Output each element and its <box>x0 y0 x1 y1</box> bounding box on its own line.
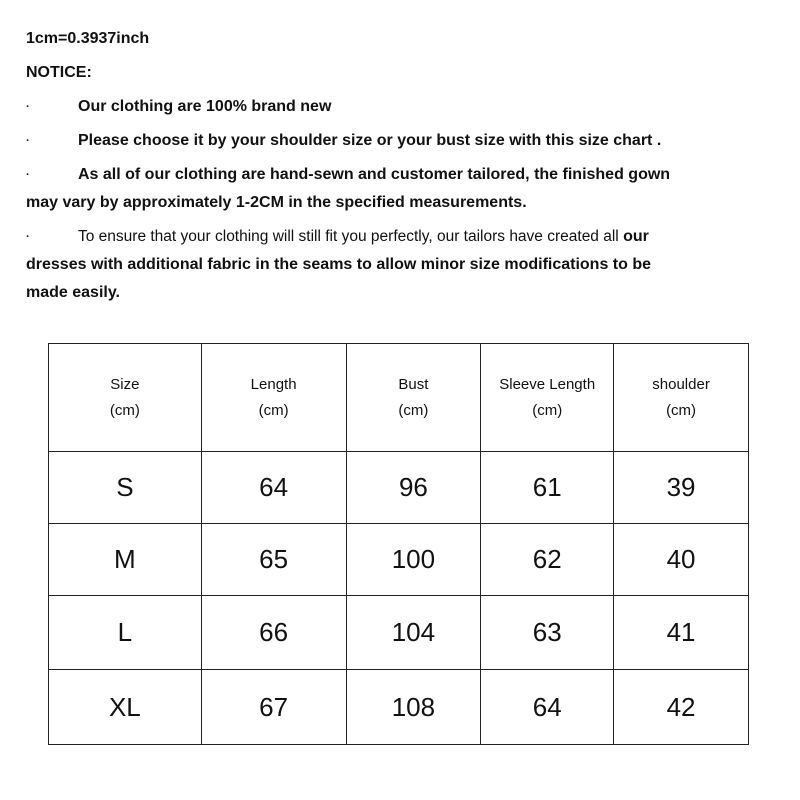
header-label: Length <box>250 375 297 393</box>
size-chart-table <box>48 343 749 745</box>
header-unit: (cm) <box>109 401 140 419</box>
cell-shoulder: 39 <box>614 452 749 524</box>
cell-length: 67 <box>201 670 346 745</box>
bullet: · <box>26 135 30 147</box>
bullet: · <box>26 169 30 181</box>
header-label: shoulder <box>652 375 710 393</box>
notice-item-hand-sewn <box>26 161 746 217</box>
notice-text-continued: may vary by approximately 1-2CM in the specified measurements. <box>26 194 527 212</box>
cell-size: M <box>49 524 202 596</box>
cell-bust: 108 <box>346 670 481 745</box>
notice-item-choose-size <box>26 127 746 155</box>
notice-item-brand-new <box>26 93 746 121</box>
header-label: Bust <box>398 375 429 393</box>
header-unit: (cm) <box>532 401 563 419</box>
table-row <box>49 596 749 670</box>
header-size <box>49 344 202 452</box>
cell-sleeve-length: 61 <box>481 452 614 524</box>
cell-bust: 96 <box>346 452 481 524</box>
cell-size: S <box>49 452 202 524</box>
table-row <box>49 670 749 745</box>
cell-sleeve-length: 63 <box>481 596 614 670</box>
notice-text-continued: dresses with additional fabric in the seams to allow minor size modifications to be <box>26 256 652 274</box>
header-sleeve-length <box>481 344 614 452</box>
cell-shoulder: 40 <box>614 524 749 596</box>
bullet: · <box>26 231 30 243</box>
header-unit: (cm) <box>258 401 289 419</box>
header-label: Sleeve Length <box>499 375 596 393</box>
unit-conversion: 1cm=0.3937inch <box>26 30 150 47</box>
cell-size: L <box>49 596 202 670</box>
notice-heading: NOTICE: <box>26 64 92 81</box>
cell-length: 64 <box>201 452 346 524</box>
cell-length: 66 <box>201 596 346 670</box>
table-row <box>49 524 749 596</box>
cell-shoulder: 42 <box>614 670 749 745</box>
notice-text: To ensure that your clothing will still fit you perfectly, our tailors have created all <box>78 228 619 246</box>
cell-size: XL <box>49 670 202 745</box>
bullet: · <box>26 101 30 113</box>
cell-sleeve-length: 64 <box>481 670 614 745</box>
notice-item-fit <box>26 223 746 307</box>
notice-text-bold: our <box>623 228 649 246</box>
header-bust <box>346 344 481 452</box>
header-shoulder <box>614 344 749 452</box>
cell-sleeve-length: 62 <box>481 524 614 596</box>
cell-bust: 100 <box>346 524 481 596</box>
notice-text-continued-2: made easily. <box>26 284 120 302</box>
notice-text: Our clothing are 100% brand new <box>78 98 332 116</box>
cell-bust: 104 <box>346 596 481 670</box>
table-row <box>49 452 749 524</box>
header-label: Size <box>110 375 140 393</box>
header-unit: (cm) <box>666 401 697 419</box>
notice-text: Please choose it by your shoulder size or your bust size with this size chart . <box>78 132 662 150</box>
cell-shoulder: 41 <box>614 596 749 670</box>
table-header-row <box>49 344 749 452</box>
notice-text: As all of our clothing are hand-sewn and customer tailored, the finished gown <box>78 166 671 184</box>
cell-length: 65 <box>201 524 346 596</box>
header-unit: (cm) <box>398 401 429 419</box>
header-length <box>201 344 346 452</box>
